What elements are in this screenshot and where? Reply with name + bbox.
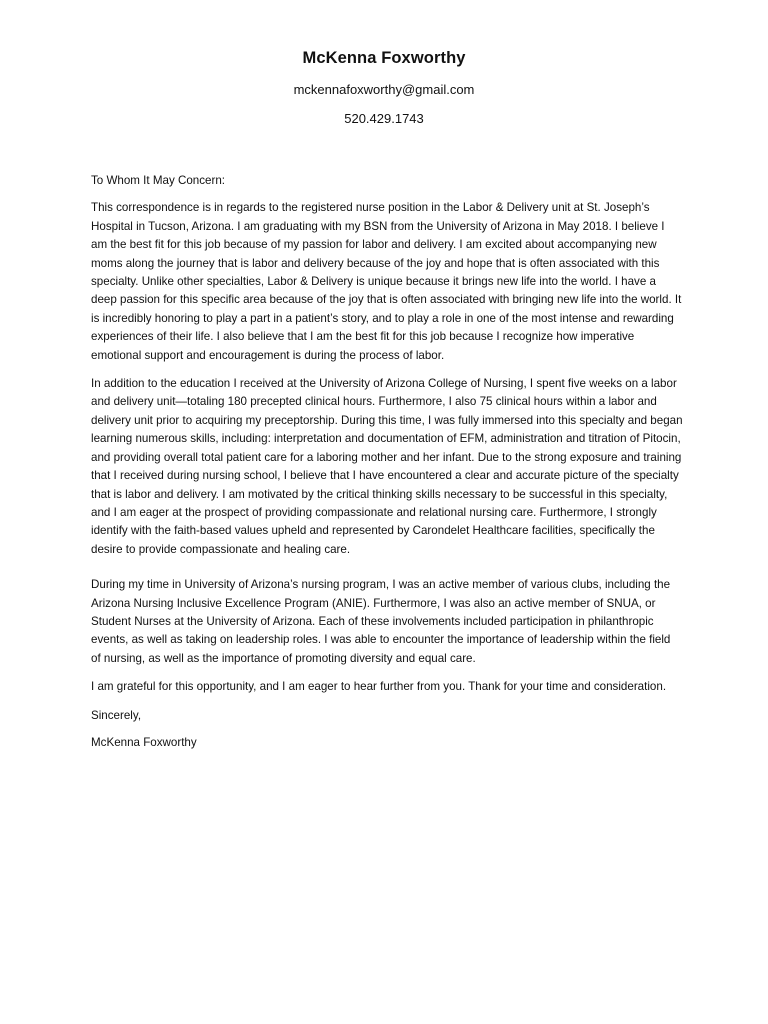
author-name: McKenna Foxworthy bbox=[302, 49, 466, 67]
salutation: To Whom It May Concern: bbox=[91, 174, 226, 187]
author-phone: 520.429.1743 bbox=[344, 111, 424, 126]
signature: McKenna Foxworthy bbox=[91, 735, 197, 749]
author-email: mckennafoxworthy@gmail.com bbox=[293, 82, 475, 97]
paragraph-intro: This correspondence is in regards to the registered nurse position in the Labor & Delivery unit at St. Joseph’s Hospital in Tucson, Arizona. I am graduating with my BSN from the University of Arizona in May 2018. I believe I am the best fit for this job because of my passion for labor and delivery. I am excited about accompanying new moms along the journey that is labor and delivery because of the joy and hope that is often associated with this specialty. Unlike other specialties, Labor & Delivery is unique because it brings new life into the world. I have a deep passion for this specific area because of the joy that is often associated with bringing new life into the world. It is incredibly honoring to play a part in a patient’s story, and to play a role in one of the most intense and rewarding experiences of their life. I also believe that I am the best fit for this job because I recognize how imperative emotional support and encouragement is during the process of labor. bbox=[91, 201, 682, 362]
closing: Sincerely, bbox=[91, 708, 142, 722]
paragraph-involvement: During my time in University of Arizona’s nursing program, I was an active member of various clubs, including the Arizona Nursing Inclusive Excellence Program (ANIE). Furthermore, I was also an active member of SNUA, or Student Nurses at the University of Arizona. Each of these involvements included participation in philanthropic events, as well as taking on leadership roles. I was able to encounter the importance of leadership within the field of nursing, as well as the importance of promoting diversity and equal care. bbox=[91, 578, 671, 665]
letter-body bbox=[91, 172, 683, 762]
letter-header bbox=[0, 46, 768, 128]
paragraph-thanks: I am grateful for this opportunity, and I am eager to hear further from you. Thank for your time and consideration. bbox=[91, 680, 667, 694]
paragraph-education: In addition to the education I received at the University of Arizona College of Nursing, I spent five weeks on a labor and delivery unit—totaling 180 precepted clinical hours. Furthermore, I also 75 clinical hours within a labor and delivery unit prior to acquiring my preceptorship. During this time, I was fully immersed into this specialty and began learning numerous skills, including: interpretation and documentation of EFM, administration and titration of Pitocin, and providing overall total patient care for a laboring mother and her infant. Due to the strong exposure and training that I received during nursing school, I believe that I have encountered a clear and accurate picture of the specialty that is labor and delivery. I am motivated by the critical thinking skills necessary to be successful in this specialty, and I am eager at the prospect of providing compassionate and relational nursing care. Furthermore, I strongly identify with the faith-based values upheld and represented by Carondelet Healthcare facilities, specifically the desire to provide compassionate and healing care. bbox=[91, 377, 683, 556]
